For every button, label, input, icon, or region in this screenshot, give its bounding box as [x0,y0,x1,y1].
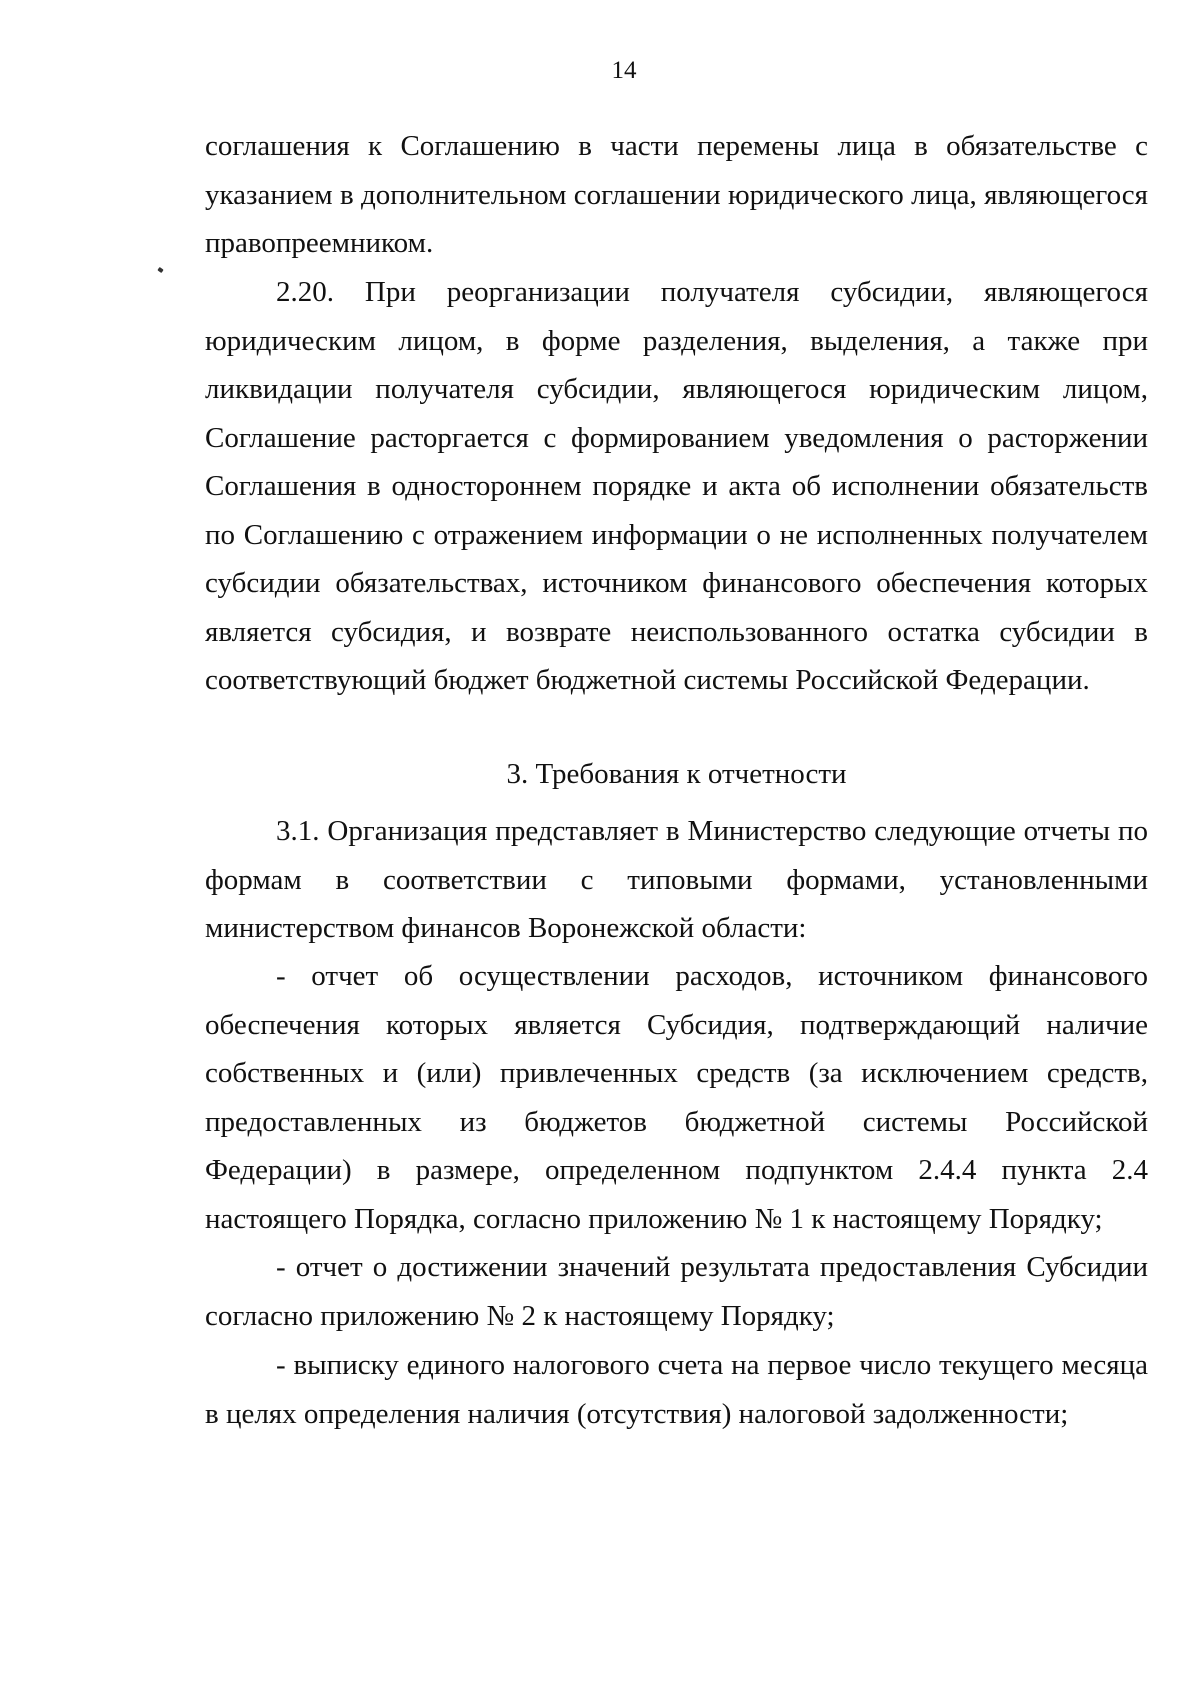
paragraph-3-1 [205,807,1148,953]
paragraph-text: 3.1. Организация представляет в Министерство следующие отчеты по формам в соответствии с типовыми формами, установленными министерством финансов Воронежской области: [205,815,1148,944]
page-number: 14 [611,57,637,84]
list-item-report-results [205,1243,1148,1340]
paragraph-continuation [205,122,1148,268]
section-heading: 3. Требования к отчетности [506,758,847,790]
list-item-text: - выписку единого налогового счета на первое число текущего месяца в целях определения наличия (отсутствия) налоговой задолженности; [205,1349,1148,1430]
list-item-text: - отчет об осуществлении расходов, источником финансового обеспечения которых является Субсидия, подтверждающий наличие собственных и (или) привлеченных средств (за исключением средств, предоставленных из бюджетов бюджетной системы Российской Федерации) в размере, определенном подпунктом 2.4.4 пункта 2.4 настоящего Порядка, согласно приложению № 1 к настоящему Порядку; [205,960,1148,1235]
list-item-report-expenses [205,952,1148,1243]
list-item-tax-statement [205,1341,1148,1438]
paragraph-text: соглашения к Соглашению в части перемены лица в обязательстве с указанием в дополнительном соглашении юридического лица, являющегося правопреемником. [205,130,1148,259]
list-item-text: - отчет о достижении значений результата предоставления Субсидии согласно приложению № 2 к настоящему Порядку; [205,1251,1148,1332]
paragraph-2-20 [205,268,1148,705]
paragraph-text: 2.20. При реорганизации получателя субсидии, являющегося юридическим лицом, в форме разделения, выделения, а также при ликвидации получателя субсидии, являющегося юридическим лицом, Соглашение расторгается с формированием уведомления о расторжении Соглашения в одностороннем порядке и акта об исполнении обязательств по Соглашению с отражением информации о не исполненных получателем субсидии обязательствах, источником финансового обеспечения которых является субсидия, и возврате неиспользованного остатка субсидии в соответствующий бюджет бюджетной системы Российской Федерации. [205,276,1148,696]
scan-artifact-mark [157,267,163,273]
